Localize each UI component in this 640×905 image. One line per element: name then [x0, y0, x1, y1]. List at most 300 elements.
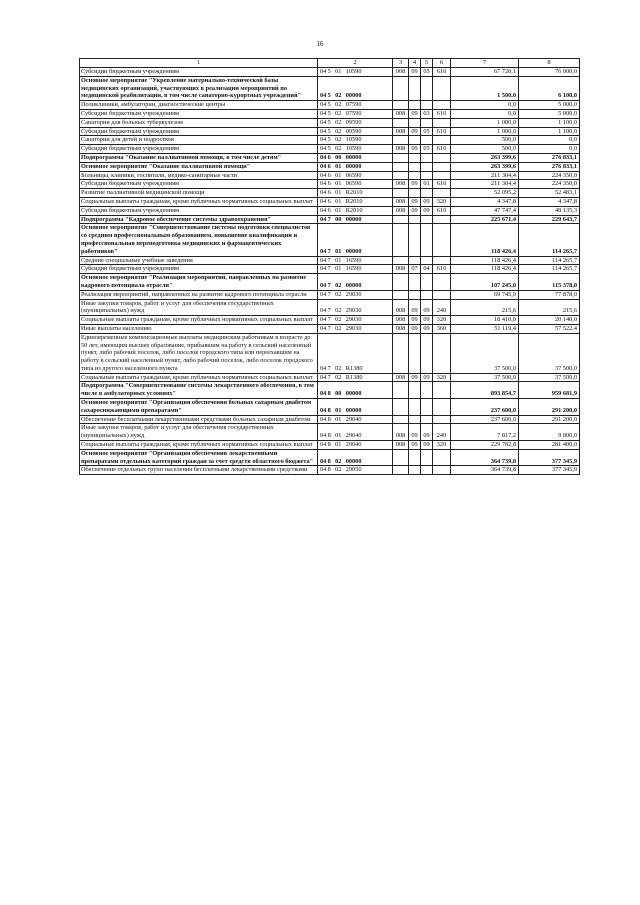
row-col6: 320 [433, 373, 451, 382]
row-value-8: 114 265,7 [519, 224, 580, 256]
row-value-7: 0,0 [451, 109, 519, 118]
row-code [318, 68, 393, 77]
row-value-7: 1 500,0 [451, 76, 519, 100]
row-col3 [393, 333, 409, 373]
table-row [80, 109, 580, 118]
table-row [80, 256, 580, 265]
row-col5 [421, 290, 433, 299]
row-col3 [393, 101, 409, 110]
row-code [318, 197, 393, 206]
code-part: 7 [327, 215, 331, 223]
row-col5: 09 [421, 197, 433, 206]
row-col3: 008 [393, 145, 409, 154]
row-col5 [421, 153, 433, 162]
code-part: 09590 [345, 127, 362, 135]
row-value-8: 1 100,0 [519, 118, 580, 127]
row-col6 [433, 136, 451, 145]
header-cell: 3 [393, 59, 409, 68]
code-part: 5 [327, 92, 331, 100]
code-part: 00000 [345, 457, 362, 465]
row-col4: 09 [409, 127, 421, 136]
row-code [318, 441, 393, 450]
row-col5: 05 [421, 145, 433, 154]
code-part: 01 [335, 189, 342, 197]
header-cell: 7 [451, 59, 519, 68]
row-value-8: 37 500,0 [519, 373, 580, 382]
code-part: 02 [335, 92, 342, 100]
row-code [318, 274, 393, 291]
row-code [318, 127, 393, 136]
code-part: 01 [335, 68, 342, 75]
code-part: R2010 [345, 206, 363, 214]
row-col4: 09 [409, 441, 421, 450]
row-value-7: 263 399,6 [451, 162, 519, 171]
code-part: 04 [320, 92, 327, 100]
code-part: 8 [327, 390, 331, 398]
code-part: 04 [320, 68, 327, 75]
row-code [318, 256, 393, 265]
code-part: 29030 [345, 324, 362, 332]
code-part: 00000 [345, 390, 362, 398]
row-code [318, 76, 393, 100]
code-part: 01 [335, 171, 342, 179]
row-name: Субсидии бюджетным учреждениям [80, 265, 318, 274]
row-col5: 09 [421, 316, 433, 325]
row-col4 [409, 224, 421, 256]
code-part: 01 [335, 406, 342, 414]
row-col5: 05 [421, 127, 433, 136]
table-row [80, 145, 580, 154]
code-part: 02 [335, 457, 342, 465]
row-col4 [409, 290, 421, 299]
row-name: Иные выплаты населению [80, 324, 318, 333]
row-value-7: 229 782,8 [451, 441, 519, 450]
code-part: 8 [327, 466, 331, 474]
row-code [318, 215, 393, 224]
code-part: 04 [320, 247, 327, 255]
code-part: 00000 [345, 406, 362, 414]
row-col6 [433, 399, 451, 416]
row-value-7: 237 600,0 [451, 415, 519, 424]
header-cell: 8 [519, 59, 580, 68]
code-part: 04 [320, 101, 327, 109]
row-value-7: 37 500,0 [451, 333, 519, 373]
table-row [80, 171, 580, 180]
row-value-8: 377 345,9 [519, 449, 580, 466]
row-col3 [393, 189, 409, 198]
row-value-7: 118 426,4 [451, 265, 519, 274]
row-col6: 610 [433, 206, 451, 215]
row-value-8: 114 265,7 [519, 265, 580, 274]
code-part: 04 [320, 197, 327, 205]
table-row [80, 153, 580, 162]
code-part: 04 [320, 281, 327, 289]
header-cell: 1 [80, 59, 318, 68]
row-col5 [421, 162, 433, 171]
row-name: Основное мероприятие "Реализация мероприятий, направленных на развитие кадрового потенциала отрасли" [80, 274, 318, 291]
row-col5: 01 [421, 180, 433, 189]
code-part: 01 [335, 247, 342, 255]
table-row [80, 449, 580, 466]
row-code [318, 265, 393, 274]
code-part: 01 [335, 180, 342, 188]
code-part: 7 [327, 281, 331, 289]
row-col5 [421, 224, 433, 256]
row-name: Развитие паллиативной медицинской помощи [80, 189, 318, 198]
code-part: 8 [327, 415, 331, 423]
row-col4 [409, 136, 421, 145]
code-part: 00000 [345, 153, 362, 161]
row-col3 [393, 215, 409, 224]
row-value-8: 291 200,0 [519, 399, 580, 416]
code-part: 04 [320, 390, 327, 398]
code-part: 5 [327, 145, 331, 153]
row-code [318, 373, 393, 382]
row-name: Субсидии бюджетным учреждениям [80, 206, 318, 215]
code-part: 04 [320, 265, 327, 273]
code-part: 04 [320, 406, 327, 414]
row-value-8: 0,0 [519, 145, 580, 154]
code-part: 7 [327, 324, 331, 332]
code-part: 7 [327, 290, 331, 298]
code-part: 02 [335, 324, 342, 332]
row-code [318, 324, 393, 333]
row-value-8: 281 400,0 [519, 441, 580, 450]
row-value-7: 364 739,8 [451, 449, 519, 466]
row-col3 [393, 171, 409, 180]
row-col3 [393, 162, 409, 171]
code-part: 06590 [345, 180, 362, 188]
code-part: 29030 [345, 307, 362, 315]
row-name: Реализация мероприятий, направленных на развитие кадрового потенциала отрасли [80, 290, 318, 299]
row-code [318, 153, 393, 162]
row-value-8: 20 140,0 [519, 316, 580, 325]
code-part: 01 [335, 441, 342, 449]
row-name: Субсидии бюджетным учреждениям [80, 68, 318, 77]
row-col6: 610 [433, 180, 451, 189]
row-col3: 008 [393, 206, 409, 215]
row-value-7: 211 304,4 [451, 171, 519, 180]
row-col4 [409, 215, 421, 224]
row-name: Поликлиники, амбулатории, диагностические центры [80, 101, 318, 110]
row-value-8: 4 347,8 [519, 197, 580, 206]
row-col4: 09 [409, 109, 421, 118]
row-name: Обеспечение отдельных групп населения бесплатными лекарственными средствами [80, 466, 318, 475]
row-value-8: 0,0 [519, 136, 580, 145]
code-part: 8 [327, 441, 331, 449]
row-code [318, 449, 393, 466]
row-col6 [433, 118, 451, 127]
header-cell: 6 [433, 59, 451, 68]
code-part: 6 [327, 189, 331, 197]
table-row [80, 382, 580, 399]
row-value-8: 215,6 [519, 299, 580, 316]
code-part: 02 [335, 118, 342, 126]
row-col3 [393, 224, 409, 256]
code-part: 01 [335, 265, 342, 273]
row-code [318, 189, 393, 198]
row-value-7: 118 426,4 [451, 256, 519, 265]
row-col4: 09 [409, 373, 421, 382]
row-value-7: 893 854,7 [451, 382, 519, 399]
row-col6: 320 [433, 197, 451, 206]
row-name: Подпрограмма "Кадровое обеспечение системы здравоохранения" [80, 215, 318, 224]
code-part: 02 [335, 101, 342, 109]
row-col4 [409, 118, 421, 127]
row-name: Основное мероприятие "Организация обеспечения больных сахарным диабетом сахароснижающими препаратами" [80, 399, 318, 416]
code-part: 00000 [345, 247, 362, 255]
code-part: 04 [320, 215, 327, 223]
table-row [80, 68, 580, 77]
code-part: 02 [335, 281, 342, 289]
row-col5 [421, 118, 433, 127]
code-part: 04 [320, 457, 327, 465]
row-value-8: 224 350,0 [519, 180, 580, 189]
code-part: 01 [335, 432, 342, 440]
code-part: 02 [335, 466, 342, 474]
row-col3 [393, 449, 409, 466]
row-col6 [433, 274, 451, 291]
budget-table [79, 58, 580, 475]
row-col4: 09 [409, 424, 421, 441]
row-code [318, 171, 393, 180]
code-part: 8 [327, 432, 331, 440]
row-col3: 008 [393, 324, 409, 333]
code-part: 00 [335, 153, 342, 161]
row-value-7: 211 304,4 [451, 180, 519, 189]
table-row [80, 399, 580, 416]
row-col5 [421, 76, 433, 100]
row-col6 [433, 171, 451, 180]
code-part: 04 [320, 136, 327, 144]
table-row [80, 206, 580, 215]
code-part: 01 [335, 162, 342, 170]
row-value-7: 1 000,0 [451, 118, 519, 127]
row-value-8: 6 100,0 [519, 76, 580, 100]
row-code [318, 206, 393, 215]
row-value-7: 364 739,8 [451, 466, 519, 475]
code-part: 04 [320, 180, 327, 188]
code-part: 10590 [345, 68, 362, 75]
code-part: 6 [327, 171, 331, 179]
row-col6 [433, 256, 451, 265]
row-value-8: 1 100,0 [519, 127, 580, 136]
table-row [80, 274, 580, 291]
row-value-7: 51 119,4 [451, 324, 519, 333]
table-row [80, 373, 580, 382]
row-value-8: 77 878,0 [519, 290, 580, 299]
code-part: 6 [327, 153, 331, 161]
row-value-8: 37 500,0 [519, 333, 580, 373]
code-part: 7 [327, 265, 331, 273]
row-col4: 09 [409, 180, 421, 189]
row-col6 [433, 415, 451, 424]
table-row [80, 136, 580, 145]
row-value-8: 5 000,0 [519, 101, 580, 110]
table-row [80, 299, 580, 316]
row-col4 [409, 382, 421, 399]
code-part: 04 [320, 145, 327, 153]
row-name: Основное мероприятие "Совершенствование системы подготовки специалистов со средним профессиональным образованием, повышение квалификации и профессиональная переподготовка медицинских и фармацевтических работников" [80, 224, 318, 256]
row-code [318, 224, 393, 256]
row-value-8: 115 378,0 [519, 274, 580, 291]
code-part: 16590 [345, 256, 362, 264]
row-col6: 610 [433, 265, 451, 274]
row-value-8: 224 350,0 [519, 171, 580, 180]
code-part: 5 [327, 136, 331, 144]
row-col3: 008 [393, 127, 409, 136]
row-col6: 610 [433, 127, 451, 136]
table-row [80, 127, 580, 136]
code-part: 7 [327, 307, 331, 315]
row-col4 [409, 466, 421, 475]
table-row [80, 118, 580, 127]
row-col5: 09 [421, 206, 433, 215]
row-col3 [393, 382, 409, 399]
table-row [80, 415, 580, 424]
code-part: 7 [327, 256, 331, 264]
code-part: 01 [335, 256, 342, 264]
row-col4 [409, 333, 421, 373]
code-part: 10590 [345, 145, 362, 153]
row-col6: 320 [433, 441, 451, 450]
code-part: R1380 [345, 373, 363, 381]
code-part: 8 [327, 406, 331, 414]
page-number: 16 [316, 40, 324, 48]
row-code [318, 145, 393, 154]
row-col6 [433, 449, 451, 466]
row-col4: 09 [409, 145, 421, 154]
row-col6: 610 [433, 145, 451, 154]
row-name: Больницы, клиники, госпитали, медико-санитарные части [80, 171, 318, 180]
code-part: 7 [327, 316, 331, 324]
code-part: 5 [327, 127, 331, 135]
row-name: Основное мероприятие "Оказание паллиативной помощи" [80, 162, 318, 171]
code-part: 29030 [345, 290, 362, 298]
code-part: 04 [320, 290, 327, 298]
row-col4: 09 [409, 197, 421, 206]
row-value-7: 263 399,6 [451, 153, 519, 162]
row-col6 [433, 162, 451, 171]
row-col3 [393, 153, 409, 162]
row-col5: 04 [421, 265, 433, 274]
row-col3: 008 [393, 109, 409, 118]
row-col3 [393, 76, 409, 100]
row-value-8: 114 265,7 [519, 256, 580, 265]
row-code [318, 382, 393, 399]
code-part: 8 [327, 457, 331, 465]
code-part: 07590 [345, 109, 362, 117]
row-value-7: 37 500,0 [451, 373, 519, 382]
row-col4 [409, 162, 421, 171]
row-name: Иные закупки товаров, работ и услуг для обеспечения государственных (муниципальных) нужд [80, 424, 318, 441]
row-col4: 09 [409, 68, 421, 77]
row-col4: 09 [409, 299, 421, 316]
row-col4 [409, 153, 421, 162]
row-value-8: 5 000,0 [519, 109, 580, 118]
row-col5 [421, 101, 433, 110]
row-col4 [409, 76, 421, 100]
row-col3: 008 [393, 373, 409, 382]
table-row [80, 324, 580, 333]
code-part: 01 [335, 197, 342, 205]
code-part: 00000 [345, 281, 362, 289]
code-part: 02 [335, 290, 342, 298]
row-col6 [433, 466, 451, 475]
row-col3 [393, 466, 409, 475]
table-row [80, 466, 580, 475]
code-part: 02 [335, 145, 342, 153]
row-value-8: 276 833,1 [519, 153, 580, 162]
row-name: Иные закупки товаров, работ и услуг для обеспечения государственных (муниципальных) нужд [80, 299, 318, 316]
row-col6 [433, 290, 451, 299]
row-col5 [421, 136, 433, 145]
table-row [80, 333, 580, 373]
row-name: Социальные выплаты гражданам, кроме публичных нормативных социальных выплат [80, 373, 318, 382]
row-value-7: 0,0 [451, 101, 519, 110]
header-cell: 2 [318, 59, 393, 68]
row-col6 [433, 153, 451, 162]
table-row [80, 189, 580, 198]
table-row [80, 224, 580, 256]
row-col6 [433, 76, 451, 100]
code-part: 02 [335, 136, 342, 144]
row-value-7: 1 000,0 [451, 127, 519, 136]
row-value-7: 500,0 [451, 136, 519, 145]
code-part: 6 [327, 197, 331, 205]
row-value-7: 52 095,2 [451, 189, 519, 198]
row-value-8: 276 833,1 [519, 162, 580, 171]
row-col5 [421, 449, 433, 466]
row-value-8: 959 681,9 [519, 382, 580, 399]
row-value-7: 237 600,0 [451, 399, 519, 416]
row-col5: 09 [421, 424, 433, 441]
row-name: Субсидии бюджетным учреждениям [80, 180, 318, 189]
row-col3: 008 [393, 299, 409, 316]
row-name: Социальные выплаты гражданам, кроме публичных нормативных социальных выплат [80, 441, 318, 450]
row-col5: 03 [421, 109, 433, 118]
code-part: 16590 [345, 265, 362, 273]
row-value-8: 291 200,0 [519, 415, 580, 424]
row-value-7: 500,0 [451, 145, 519, 154]
code-part: 00000 [345, 92, 362, 100]
code-part: 00000 [345, 215, 362, 223]
row-name: Подпрограмма "Оказание паллиативной помощи, в том числе детям" [80, 153, 318, 162]
row-col3: 008 [393, 424, 409, 441]
row-name: Основное мероприятие "Укрепление материально-технической базы медицинских организаций, участвующих в реализации мероприятий по медицинской реабилитации, в том числе санаторно-курортных учреждений" [80, 76, 318, 100]
row-col3 [393, 290, 409, 299]
code-part: 5 [327, 118, 331, 126]
row-col4: 09 [409, 324, 421, 333]
row-col6 [433, 333, 451, 373]
row-code [318, 415, 393, 424]
table-row [80, 197, 580, 206]
row-name: Социальные выплаты гражданам, кроме публичных нормативных социальных выплат [80, 316, 318, 325]
code-part: 29050 [345, 466, 362, 474]
code-part: 01 [335, 206, 342, 214]
code-part: 02 [335, 109, 342, 117]
row-code [318, 101, 393, 110]
row-col3: 008 [393, 441, 409, 450]
row-col5 [421, 171, 433, 180]
row-col4: 09 [409, 206, 421, 215]
row-col4: 09 [409, 316, 421, 325]
row-col6: 240 [433, 424, 451, 441]
row-col6 [433, 215, 451, 224]
code-part: 5 [327, 68, 331, 75]
code-part: 04 [320, 316, 327, 324]
row-col6 [433, 382, 451, 399]
